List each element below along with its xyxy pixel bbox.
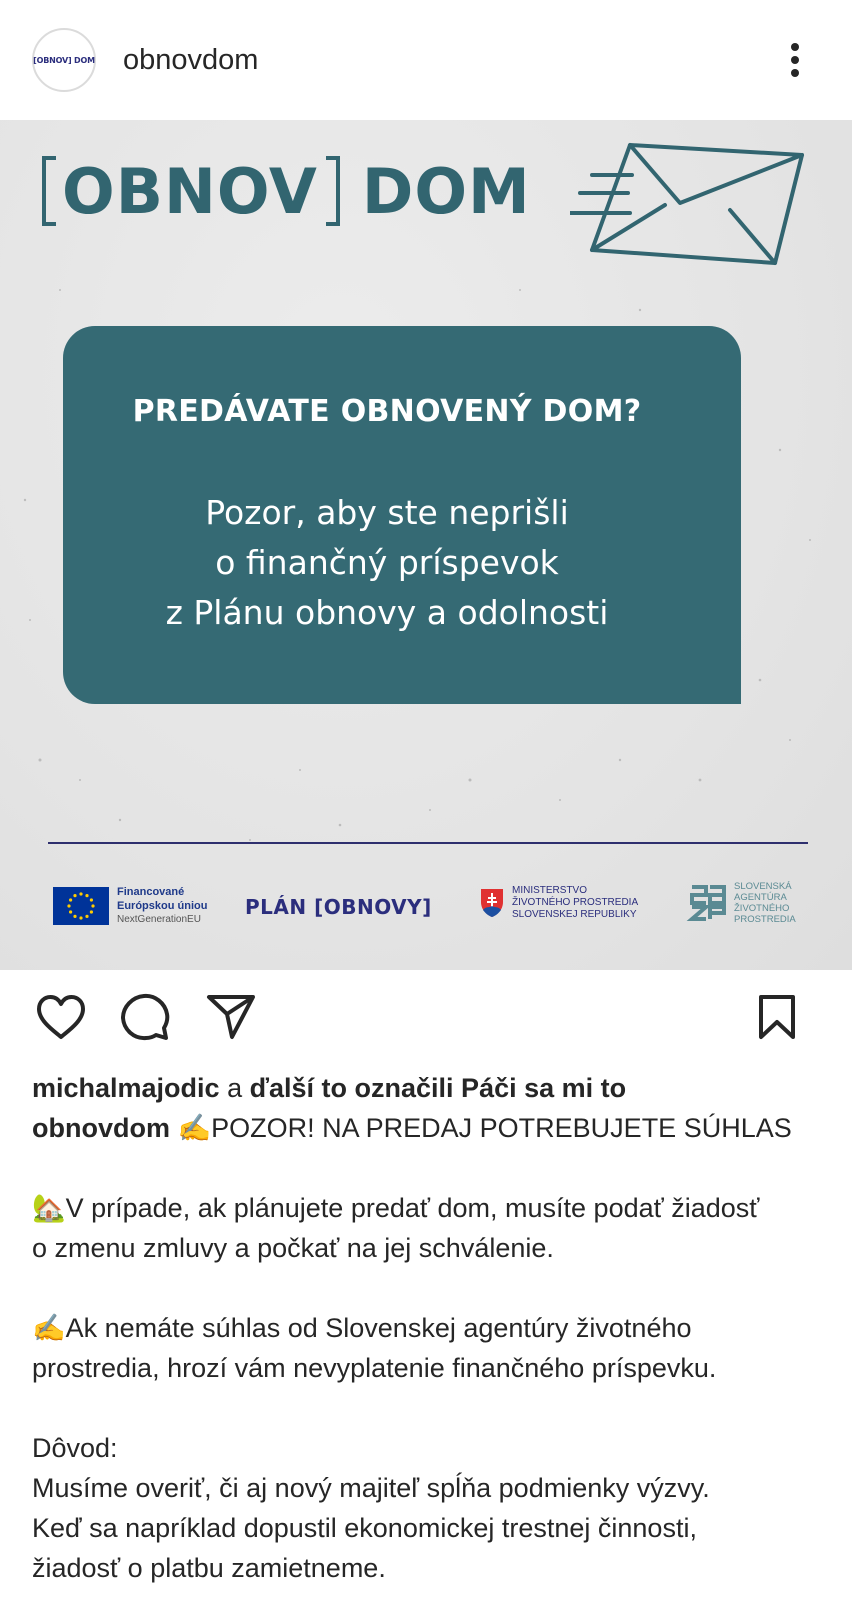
caption-line: žiadosť o platbu zamietneme.	[32, 1553, 386, 1583]
plan-obnovy-logo: PLÁN [OBNOVY]	[245, 895, 432, 919]
eu-line: Financované	[117, 886, 185, 898]
ministry-line: ŽIVOTNÉHO PROSTREDIA	[512, 897, 639, 908]
caption-paragraph	[32, 1308, 832, 1388]
envelope-icon	[570, 135, 820, 275]
post-header	[0, 0, 852, 120]
post-actions	[0, 990, 852, 1050]
caption-text: ✍️POZOR! NA PREDAJ POTREBUJETE SÚHLAS	[177, 1113, 792, 1143]
caption-line: Musíme overiť, či aj nový majiteľ spĺňa podmienky výzvy.	[32, 1473, 710, 1503]
eu-flag-icon	[53, 887, 109, 925]
send-icon[interactable]	[204, 990, 258, 1044]
bookmark-icon[interactable]	[750, 990, 804, 1044]
sazp-line: PROSTREDIA	[734, 914, 796, 925]
liker-username[interactable]: michalmajodic	[32, 1073, 220, 1103]
eu-line: NextGenerationEU	[117, 914, 201, 925]
sazp-line: AGENTÚRA	[734, 892, 787, 903]
subtext-line: Pozor, aby ste neprišli	[205, 493, 569, 532]
eu-logo	[53, 885, 207, 927]
ministry-logo	[480, 885, 638, 921]
caption-paragraph	[32, 1428, 832, 1588]
more-vertical-icon[interactable]	[780, 40, 810, 80]
sazp-text	[734, 881, 796, 925]
ministry-text	[512, 885, 638, 921]
caption-line: Keď sa napríklad dopustil ekonomickej trestnej činnosti,	[32, 1513, 697, 1543]
sazp-mark-icon	[686, 881, 730, 925]
caption-line: prostredia, hrozí vám nevyplatenie finančného príspevku.	[32, 1353, 717, 1383]
likes-line	[32, 1068, 832, 1108]
caption-paragraph	[32, 1188, 832, 1268]
caption-line: o zmenu zmluvy a počkať na jej schválenie.	[32, 1233, 554, 1263]
headline: PREDÁVATE OBNOVENÝ DOM?	[132, 394, 642, 429]
caption-first-line	[32, 1108, 832, 1148]
headline-subtext	[63, 488, 741, 638]
partner-logos	[0, 855, 852, 955]
username[interactable]: obnovdom	[123, 44, 259, 76]
heart-icon[interactable]	[34, 990, 88, 1044]
caption-author[interactable]: obnovdom	[32, 1113, 170, 1143]
likes-connector: a	[219, 1073, 250, 1103]
slovak-coat-of-arms-icon	[480, 888, 504, 918]
post-image[interactable]	[0, 120, 852, 970]
caption-line: ✍️Ak nemáte súhlas od Slovenskej agentúry životného	[32, 1313, 692, 1343]
avatar-logo: [OBNOV] DOM	[33, 55, 95, 65]
headline-card	[63, 326, 741, 704]
obnovdom-logo	[42, 155, 531, 227]
subtext-line: z Plánu obnovy a odolnosti	[165, 593, 609, 632]
brand-obnov: OBNOV	[62, 154, 318, 228]
subtext-line: o finančný príspevok	[215, 543, 559, 582]
sazp-line: SLOVENSKÁ	[734, 881, 792, 892]
post-caption	[32, 1068, 832, 1588]
sazp-line: ŽIVOTNÉHO	[734, 903, 790, 914]
brand-dom: DOM	[361, 154, 531, 228]
eu-text	[117, 885, 207, 927]
sazp-logo	[686, 881, 796, 925]
divider	[48, 842, 808, 844]
caption-line: Dôvod:	[32, 1433, 118, 1463]
bracket-left	[42, 156, 60, 226]
caption-line: 🏡V prípade, ak plánujete predať dom, musíte podať žiadosť	[32, 1193, 760, 1223]
ministry-line: SLOVENSKEJ REPUBLIKY	[512, 909, 637, 920]
ministry-line: MINISTERSTVO	[512, 885, 588, 896]
comment-icon[interactable]	[118, 990, 172, 1044]
likes-others[interactable]: ďalší to označili Páči sa mi to	[249, 1073, 627, 1103]
eu-line: Európskou úniou	[117, 900, 208, 912]
avatar[interactable]	[32, 28, 96, 92]
bracket-right	[322, 156, 340, 226]
